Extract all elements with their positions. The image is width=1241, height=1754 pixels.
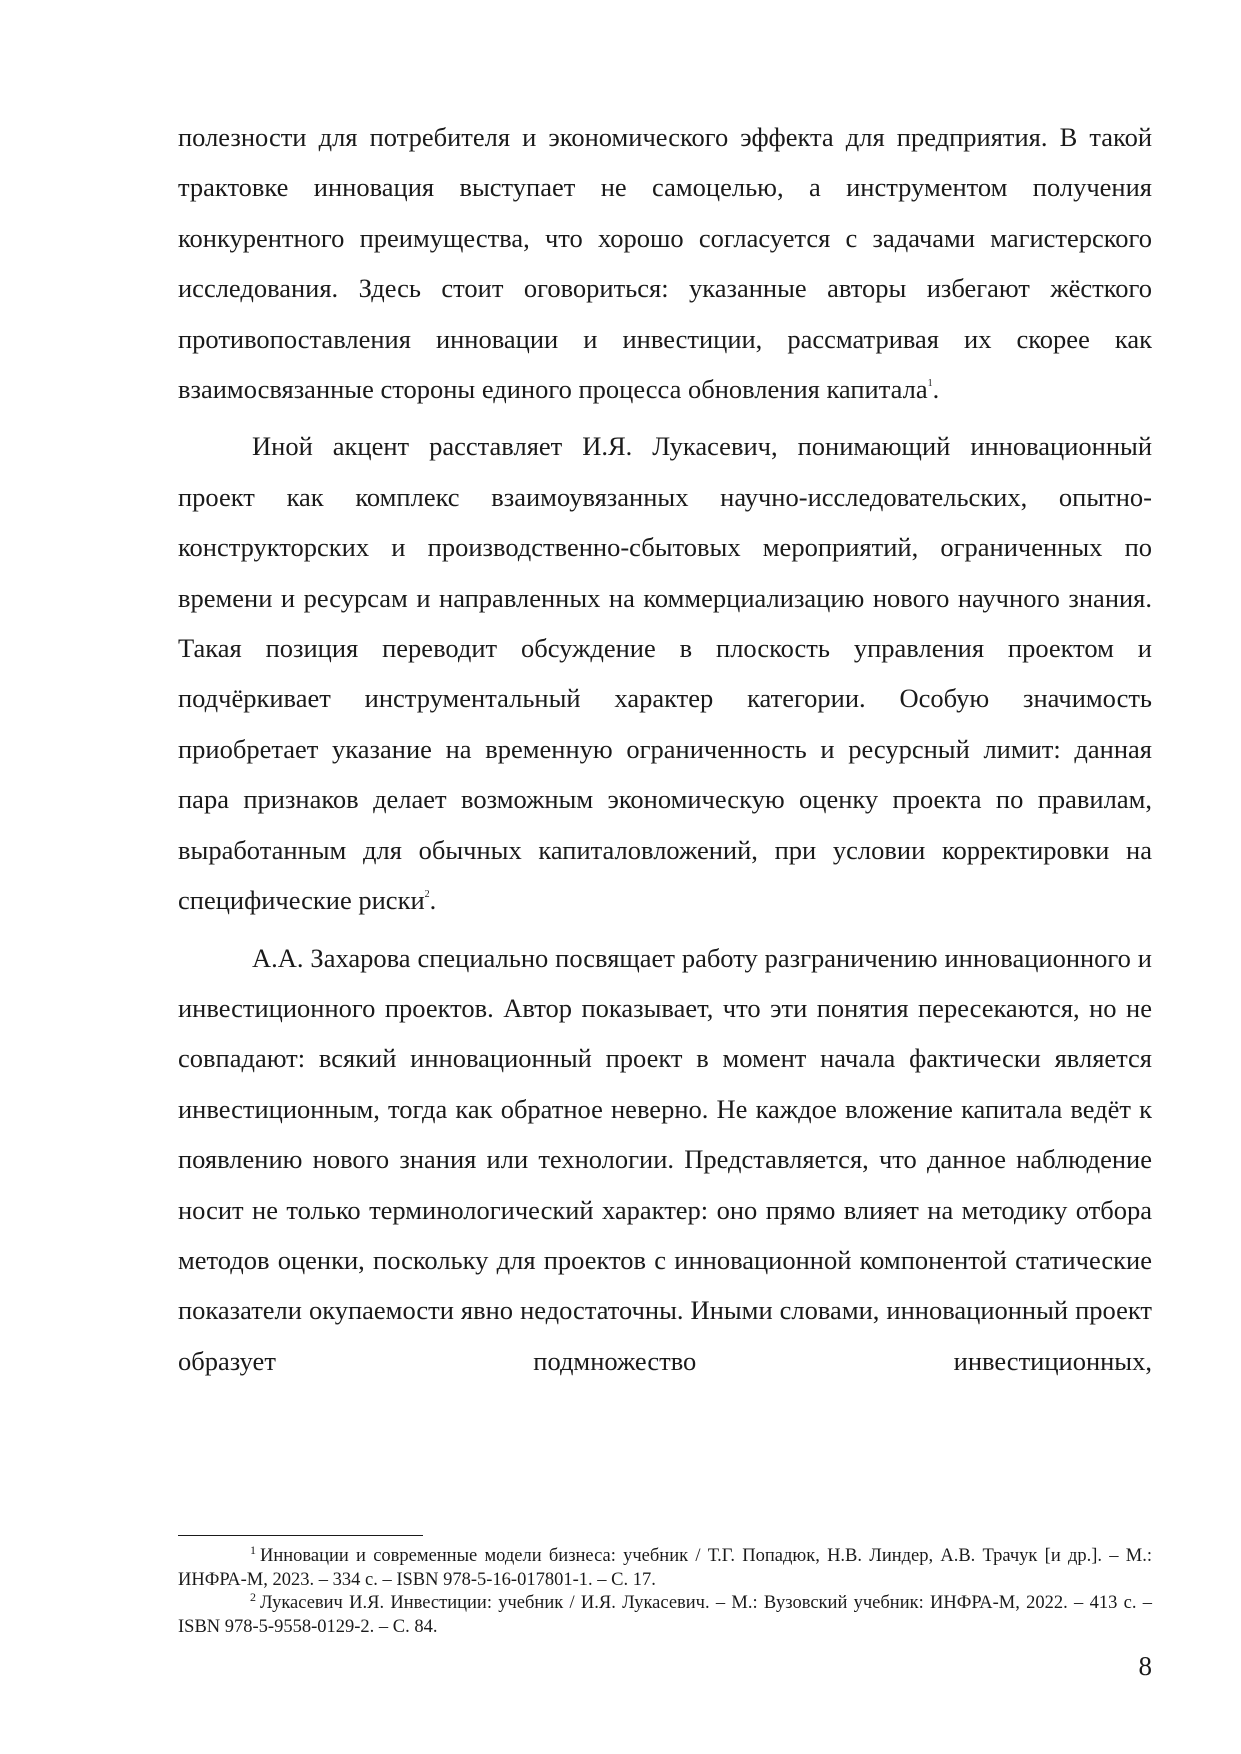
page-number: 8 bbox=[1138, 1651, 1152, 1681]
body-text bbox=[178, 112, 1152, 1386]
footnote-reference: 1 bbox=[927, 378, 933, 390]
footnote-number: 1 bbox=[250, 1543, 256, 1557]
footnote-text: Инновации и современные модели бизнеса: учебник / Т.Г. Попадюк, Н.В. Линдер, А.В. Трачук [и др.]. – М.: ИНФРА-М, 2023. – 334 с. – ISBN 978-5-16-017801-1. – С. 17. bbox=[178, 1546, 1152, 1590]
paragraph-tail: . bbox=[429, 885, 437, 916]
footnote-text: Лукасевич И.Я. Инвестиции: учебник / И.Я. Лукасевич. – М.: Вузовский учебник: ИНФРА-М, 2022. – 413 с. – ISBN 978-5-9558-0129-2. – С. 84. bbox=[178, 1593, 1152, 1637]
paragraph-zakharova bbox=[178, 933, 1152, 1387]
footnote-reference: 2 bbox=[424, 889, 430, 901]
paragraph-text: полезности для потребителя и экономического эффекта для предприятия. В такой трактовке инновация выступает не самоцелью, а инструментом получения конкурентного преимущества, что хорошо согласуется с задачами магистерского исследования. Здесь стоит оговориться: указанные авторы избегают жёсткого противопоставления инновации и инвестиции, рассматривая их скорее как взаимосвязанные стороны единого процесса обновления капитала bbox=[178, 122, 1152, 405]
paragraph-lukasevich bbox=[178, 421, 1152, 932]
footnote bbox=[178, 1592, 1152, 1639]
footnote-separator bbox=[178, 1535, 423, 1536]
paragraph-continuation bbox=[178, 112, 1152, 421]
paragraph-tail: . bbox=[932, 374, 940, 405]
footnotes bbox=[178, 1545, 1152, 1639]
paragraph-text: А.А. Захарова специально посвящает работу разграничению инновационного и инвестиционного проектов. Автор показывает, что эти понятия пересекаются, но не совпадают: всякий инновационный проект в момент начала фактически является инвестиционным, тогда как обратное неверно. Не каждое вложение капитала ведёт к появлению нового знания или технологии. Представляется, что данное наблюдение носит не только терминологический характер: оно прямо влияет на методику отбора методов оценки, поскольку для проектов с инновационной компонентой статические показатели окупаемости явно недостаточны. Иными словами, инновационный проект образует подмножество инвестиционных, bbox=[178, 942, 1152, 1376]
footnote bbox=[178, 1545, 1152, 1592]
paragraph-text: Иной акцент расставляет И.Я. Лукасевич, понимающий инновационный проект как комплекс взаимоувязанных научно-исследовательских, опытно-конструкторских и производственно-сбытовых мероприятий, ограниченных по времени и ресурсам и направленных на коммерциализацию нового научного знания. Такая позиция переводит обсуждение в плоскость управления проектом и подчёркивает инструментальный характер категории. Особую значимость приобретает указание на временную ограниченность и ресурсный лимит: данная пара признаков делает возможным экономическую оценку проекта по правилам, выработанным для обычных капиталовложений, при условии корректировки на специфические риски bbox=[178, 431, 1152, 916]
footnote-number: 2 bbox=[250, 1590, 256, 1604]
